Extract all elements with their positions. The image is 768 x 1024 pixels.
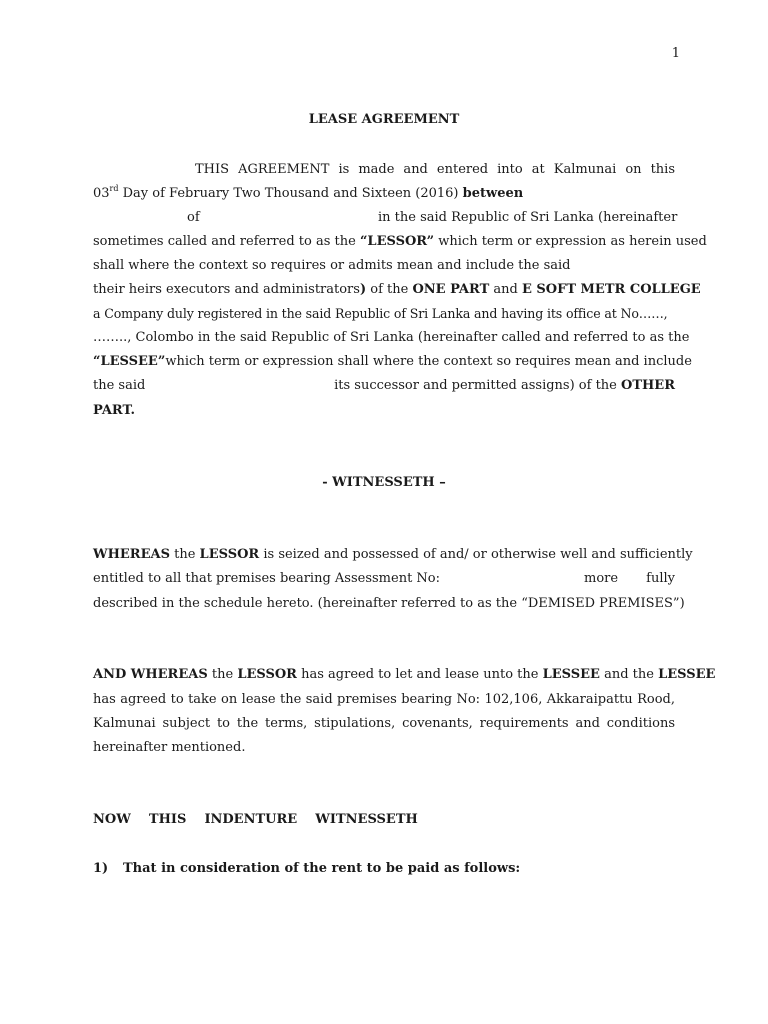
indenture-heading: NOW THIS INDENTURE WITNESSETH (93, 812, 418, 827)
and-whereas-term: AND WHEREAS (93, 667, 208, 682)
recital-line-2 (93, 186, 675, 202)
company-name: E SOFT METR COLLEGE (521, 282, 701, 297)
recital-line-6 (93, 282, 701, 298)
whereas-text: has agreed to let and lease unto the (296, 667, 543, 682)
recital-text: which term or expression shall where the context so requires mean and include (165, 354, 692, 369)
whereas-1-more: more (584, 571, 619, 586)
whereas-text: and the (599, 667, 659, 682)
lessee-term: LESSEE (658, 667, 716, 682)
recital-text: sometimes called and referred to as the (93, 234, 360, 249)
lessee-term: LESSEE (542, 667, 600, 682)
recital-text: of the (366, 282, 413, 297)
clause-1-text: That in consideration of the rent to be paid as follows: (123, 861, 521, 876)
whereas-text: the (207, 667, 238, 682)
recital-between: between (462, 186, 524, 201)
document-title: LEASE AGREEMENT (308, 112, 460, 127)
recital-line-3: in the said Republic of Sri Lanka (hereinafter (378, 210, 678, 225)
other-part-term: OTHER (621, 378, 675, 393)
lessee-term: “LESSEE” (93, 354, 166, 369)
whereas-1-line-1 (93, 547, 693, 563)
whereas-text: the (169, 547, 200, 562)
whereas-2-line-2: has agreed to take on lease the said premises bearing No: 102,106, Akkaraipattu Rood, (93, 692, 675, 707)
witnesseth-heading: - WITNESSETH – (322, 475, 446, 490)
recital-text: their heirs executors and administrators (93, 282, 360, 297)
recital-text: which term or expression as herein used (434, 234, 707, 249)
recital-line-8: …….., Colombo in the said Republic of Sri Lanka (hereinafter called and referred to as the (93, 330, 690, 345)
recital-line-11: PART. (93, 403, 136, 418)
recital-date-text: Day of February Two Thousand and Sixteen (2016) (118, 186, 463, 201)
lessor-term: LESSOR (237, 667, 297, 682)
recital-line-5: shall where the context so requires or admits mean and include the said (93, 258, 571, 273)
lessor-term: LESSOR (199, 547, 260, 562)
lessor-term: “LESSOR” (359, 234, 435, 249)
recital-text: and (489, 282, 522, 297)
clause-1-number: 1) (93, 861, 109, 876)
whereas-2-line-3: Kalmunai subject to the terms, stipulations, covenants, requirements and conditions (93, 716, 675, 731)
one-part-term: ONE PART (412, 282, 490, 297)
whereas-1-line-2: entitled to all that premises bearing Assessment No: (93, 571, 441, 586)
recital-line-3-of: of (187, 210, 200, 225)
whereas-term: WHEREAS (93, 547, 170, 562)
recital-line-1: THIS AGREEMENT is made and entered into at Kalmunai on this (195, 162, 675, 177)
recital-text: its successor and permitted assigns) of the (334, 378, 621, 393)
recital-line-10 (330, 378, 675, 394)
whereas-2-line-4: hereinafter mentioned. (93, 740, 246, 755)
whereas-1-line-3: described in the schedule hereto. (hereinafter referred to as the “DEMISED PREMISES”) (93, 596, 685, 611)
whereas-2-line-1 (93, 667, 716, 683)
recital-paren: ) (359, 282, 367, 297)
recital-day-suffix: rd (109, 184, 119, 193)
whereas-text: is seized and possessed of and/ or otherwise well and sufficiently (259, 547, 693, 562)
page-number: 1 (671, 46, 680, 61)
recital-day: 03 (93, 186, 110, 201)
recital-line-7: a Company duly registered in the said Republic of Sri Lanka and having its office at No……, (93, 306, 668, 321)
recital-line-10-a: the said (93, 378, 146, 393)
whereas-1-fully: fully (646, 571, 675, 586)
recital-line-9 (93, 354, 692, 370)
recital-line-4 (93, 234, 707, 250)
